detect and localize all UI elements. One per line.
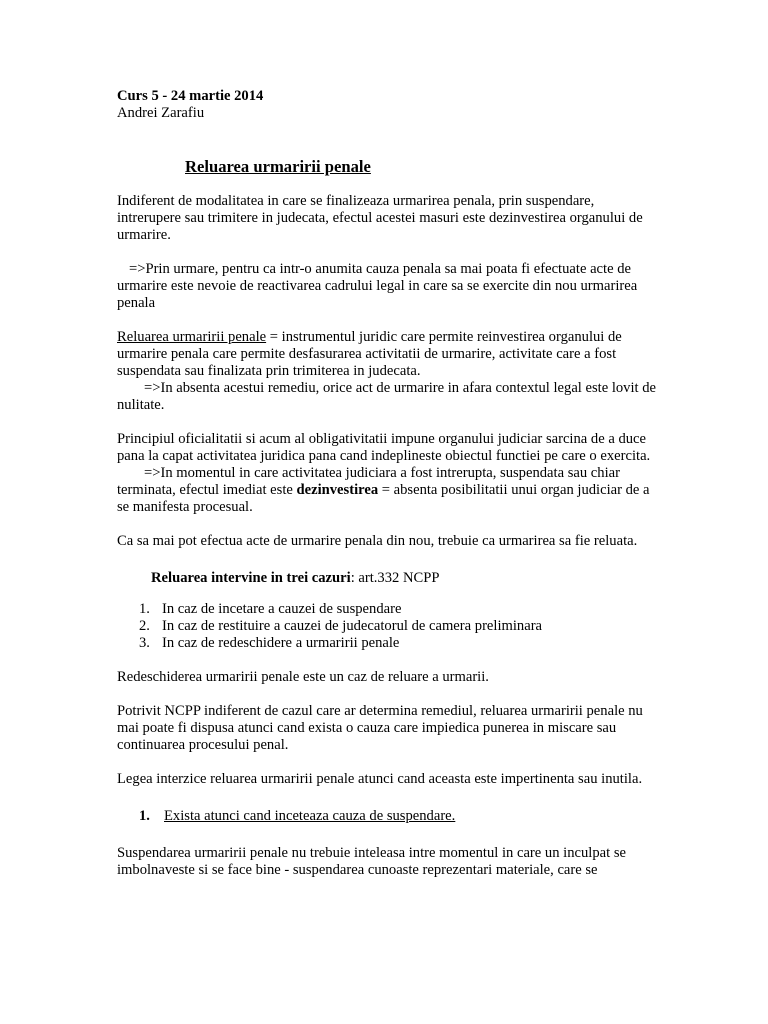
document-title: Reluarea urmaririi penale bbox=[185, 157, 371, 176]
author-name: Andrei Zarafiu bbox=[117, 105, 205, 121]
section-heading bbox=[117, 808, 657, 825]
divestment-term: dezinvestirea bbox=[296, 482, 379, 498]
course-header: Curs 5 - 24 martie 2014 bbox=[117, 88, 264, 104]
paragraph-resume: Ca sa mai pot efectua acte de urmarire penala din nou, trebuie ca urmarirea sa fie reluata. bbox=[117, 533, 638, 549]
divestment-text-start: =>In momentul in care activitatea judiciara a fost intrerupta, suspendata sau chiar terminata, efectul imediat este bbox=[117, 465, 620, 498]
list-item-text: In caz de restituire a cauzei de judecatorul de camera preliminara bbox=[162, 618, 543, 634]
paragraph-divestment bbox=[117, 465, 657, 516]
list-item-text: In caz de incetare a cauzei de suspendare bbox=[162, 601, 402, 617]
divestment-text-end: = absenta posibilitatii unui organ judiciar de a se manifesta procesual. bbox=[117, 482, 650, 515]
cases-heading-label: Reluarea intervine in trei cazuri bbox=[151, 570, 351, 586]
paragraph-law: Legea interzice reluarea urmaririi penale atunci cand aceasta este impertinenta sau inutila. bbox=[117, 771, 643, 787]
paragraph-suspension: Suspendarea urmaririi penale nu trebuie inteleasa intre momentul in care un inculpat se imbolnaveste si se face bine - suspendarea cunoaste reprezentari materiale, care se bbox=[117, 845, 626, 878]
paragraph-reopening: Redeschiderea urmaririi penale este un caz de reluare a urmarii. bbox=[117, 669, 489, 685]
paragraph-consequence: =>Prin urmare, pentru ca intr-o anumita cauza penala sa mai poata fi efectuate acte de urmarire este nevoie de reactivarea cadrului legal in care sa se exercite din nou urmarirea penala bbox=[117, 261, 638, 311]
paragraph-principle: Principiul oficialitatii si acum al obligativitatii impune organului judiciar sarcina de a duce pana la capat activitatea juridica pana cand indeplineste obiectul functiei pe care o exercita. bbox=[117, 431, 651, 464]
paragraph-ncpp: Potrivit NCPP indiferent de cazul care ar determina remediul, reluarea urmaririi penale nu mai poate fi dispusa atunci cand exista o cauza care impiedica punerea in miscare sau continuarea procesului penal. bbox=[117, 703, 643, 753]
cases-list bbox=[117, 601, 657, 652]
paragraph-definition bbox=[117, 329, 657, 380]
cases-heading bbox=[117, 570, 657, 587]
list-item-number: 3. bbox=[139, 635, 150, 651]
list-item bbox=[117, 635, 657, 652]
document-body bbox=[117, 88, 657, 879]
list-item bbox=[117, 601, 657, 618]
section-number: 1. bbox=[139, 808, 150, 824]
list-item bbox=[117, 618, 657, 635]
definition-term: Reluarea urmaririi penale bbox=[117, 329, 267, 345]
section-title: Exista atunci cand inceteaza cauza de suspendare. bbox=[164, 808, 456, 824]
list-item-number: 2. bbox=[139, 618, 150, 634]
definition-text: = instrumentul juridic care permite reinvestirea organului de urmarire penala care permite desfasurarea activitatii de urmarire, activitate care a fost suspendata sau finalizata prin trimiterea in judecata. bbox=[117, 329, 622, 379]
paragraph-nullity: =>In absenta acestui remediu, orice act de urmarire in afara contextul legal este lovit de nulitate. bbox=[117, 380, 657, 413]
cases-reference: : art.332 NCPP bbox=[350, 570, 440, 586]
list-item-text: In caz de redeschidere a urmaririi penale bbox=[162, 635, 400, 651]
paragraph-intro: Indiferent de modalitatea in care se finalizeaza urmarirea penala, prin suspendare, intrerupere sau trimitere in judecata, efectul acestei masuri este dezinvestirea organului de urmarire. bbox=[117, 193, 643, 243]
list-item-number: 1. bbox=[139, 601, 150, 617]
